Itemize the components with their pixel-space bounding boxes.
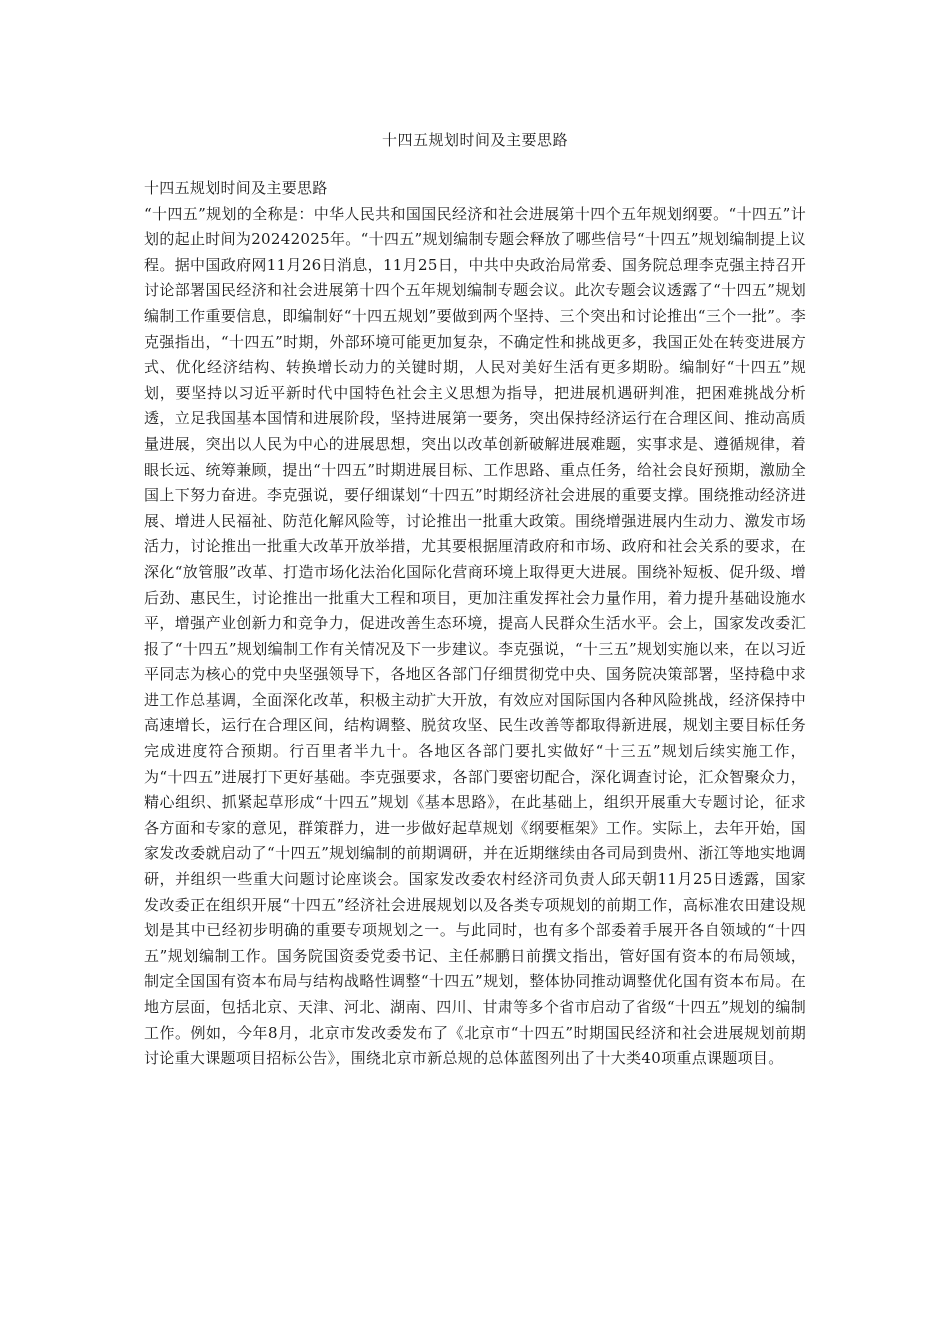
document-body-paragraph: “十四五”规划的全称是：中华人民共和国国民经济和社会进展第十四个五年规划纲要。“十四五”计划的起止时间为20242025年。“十四五”规划编制专题会释放了哪些信号“十四五”规划编制提上议程。据中国政府网11月26日消息，11月25日，中共中央政治局常委、国务院总理李克强主持召开讨论部署国民经济和社会进展第十四个五年规划编制专题会议。此次专题会议透露了“十四五”规划编制工作重要信息，即编制好“十四五规划”要做到两个坚持、三个突出和讨论推出“三个一批”。李克强指出，“十四五”时期，外部环境可能更加复杂，不确定性和挑战更多，我国正处在转变进展方式、优化经济结构、转换增长动力的关键时期，人民对美好生活有更多期盼。编制好“十四五”规划，要坚持以习近平新时代中国特色社会主义思想为指导，把进展机遇研判准，把困难挑战分析透，立足我国基本国情和进展阶段，坚持进展第一要务，突出保持经济运行在合理区间、推动高质量进展，突出以人民为中心的进展思想，突出以改革创新破解进展难题，实事求是、遵循规律，着眼长远、统筹兼顾，提出“十四五”时期进展目标、工作思路、重点任务，给社会良好预期，激励全国上下努力奋进。李克强说，要仔细谋划“十四五”时期经济社会进展的重要支撑。围绕推动经济进展、增进人民福祉、防范化解风险等，讨论推出一批重大政策。围绕增强进展内生动力、激发市场活力，讨论推出一批重大改革开放举措，尤其要根据厘清政府和市场、政府和社会关系的要求，在深化“放管服”改革、打造市场化法治化国际化营商环境上取得更大进展。围绕补短板、促升级、增后劲、惠民生，讨论推出一批重大工程和项目，更加注重发挥社会力量作用，着力提升基础设施水平，增强产业创新力和竞争力，促进改善生态环境，提高人民群众生活水平。会上，国家发改委汇报了“十四五”规划编制工作有关情况及下一步建议。李克强说，“十三五”规划实施以来，在以习近平同志为核心的党中央坚强领导下，各地区各部门仔细贯彻党中央、国务院决策部署，坚持稳中求进工作总基调，全面深化改革，积极主动扩大开放，有效应对国际国内各种风险挑战，经济保持中高速增长，运行在合理区间，结构调整、脱贫攻坚、民生改善等都取得新进展，规划主要目标任务完成进度符合预期。行百里者半九十。各地区各部门要扎实做好“十三五”规划后续实施工作，为“十四五”进展打下更好基础。李克强要求，各部门要密切配合，深化调查讨论，汇众智聚众力，精心组织、抓紧起草形成“十四五”规划《基本思路》，在此基础上，组织开展重大专题讨论，征求各方面和专家的意见，群策群力，进一步做好起草规划《纲要框架》工作。实际上，去年开始，国家发改委就启动了“十四五”规划编制的前期调研，并在近期继续由各司局到贵州、浙江等地实地调研，并组织一些重大问题讨论座谈会。国家发改委农村经济司负责人邱天朝11月25日透露，国家发改委正在组织开展“十四五”经济社会进展规划以及各类专项规划的前期工作，高标准农田建设规划是其中已经初步明确的重要专项规划之一。与此同时，也有多个部委着手展开各自领域的“十四五”规划编制工作。国务院国资委党委书记、主任郝鹏日前撰文指出，管好国有资本的布局领域，制定全国国有资本布局与结构战略性调整“十四五”规划，整体协同推动调整优化国有资本布局。在地方层面，包括北京、天津、河北、湖南、四川、甘肃等多个省市启动了省级“十四五”规划的编制工作。例如，今年8月，北京市发改委发布了《北京市“十四五”时期国民经济和社会进展规划前期讨论重大课题项目招标公告》，围绕北京市新总规的总体蓝图列出了十大类40项重点课题项目。 [144, 204, 806, 1068]
document-subtitle: 十四五规划时间及主要思路 [144, 179, 328, 197]
document-title: 十四五规划时间及主要思路 [381, 131, 568, 149]
document-content [144, 176, 806, 1072]
